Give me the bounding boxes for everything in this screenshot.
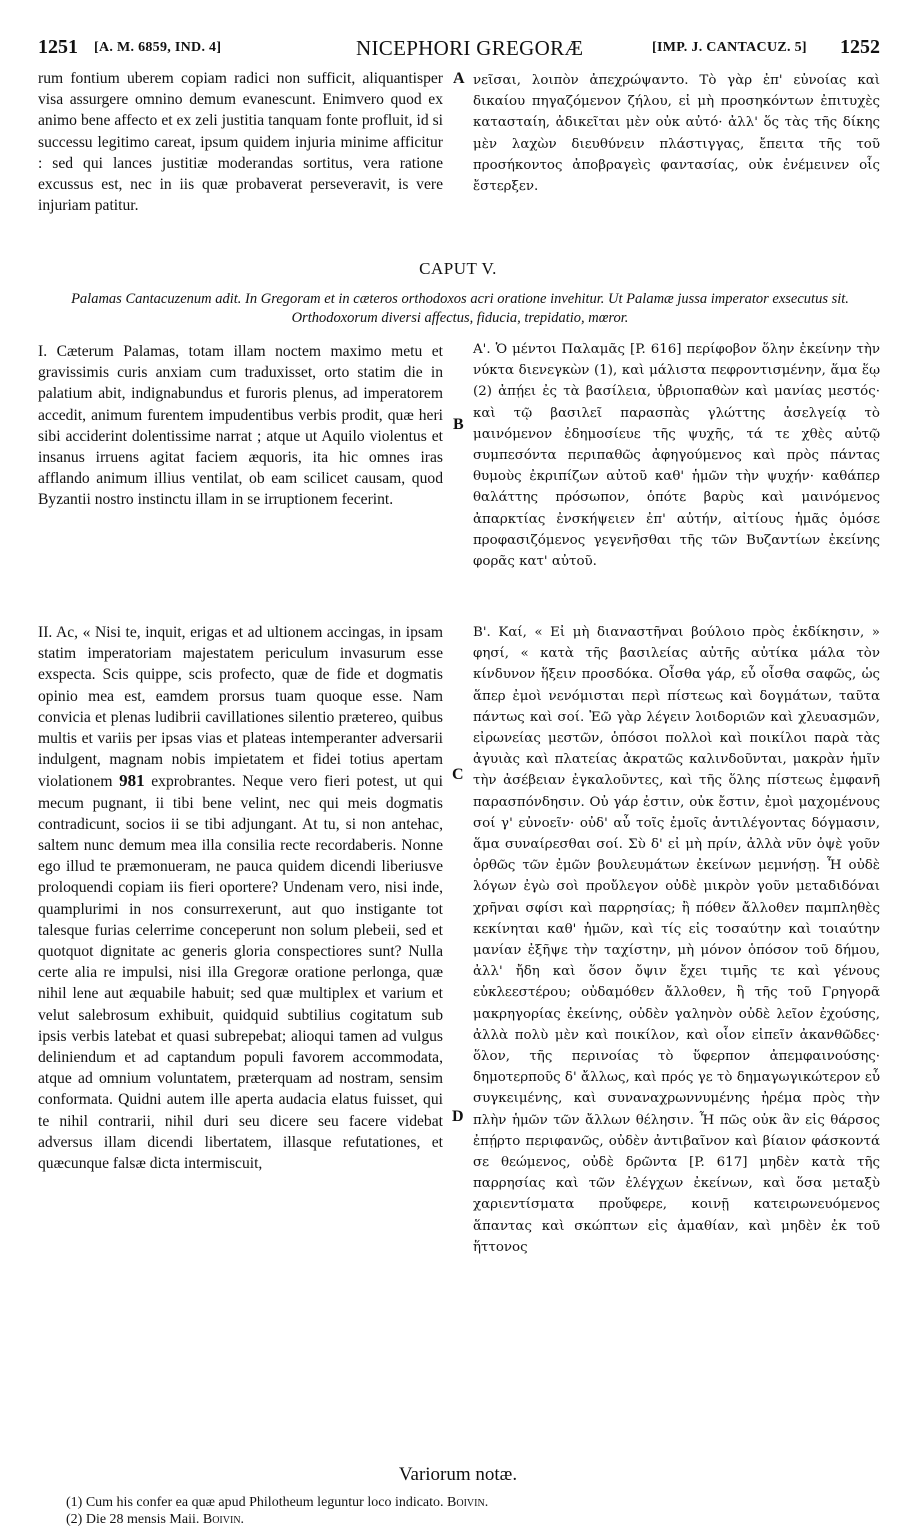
- footnote: [66, 1494, 866, 1511]
- margin-letter-d: D: [452, 1108, 464, 1125]
- running-title: NICEPHORI GREGORÆ: [356, 36, 584, 60]
- section-2-latin-part-1: II. Ac, « Nisi te, inquit, erigas et ad ultionem accingas, in ipsam statim imperatoriam majestatem periculum invasurum esse exspecta. Scis quippe, scis profecto, quæ de fide et dogmatis opinio mea est, eamdem prorsus tuam quoque esse. Nam convicia et plenas ludibrii cavillationes silentio prætereo, quibus multis et variis per ipsas vias et plateas intemperanter adversarii indulgent, magnam nobis impietatem et fidei totius apertam violationem: [38, 624, 443, 791]
- section-1-latin: I. Cæterum Palamas, totam illam noctem maximo metu et gravissimis curis anxiam cum traduxisset, orto statim die in palatium abit, indignabundus et furoris plenus, ad imperatorem accedit, animum furentem impudentibus verbis prodit, quæ heri sibi acciderint dolentissime narrat ; atque ut Aquilo violentus et insanus irruens agitat faciem æquoris, ita hic omnes iras afflando animum illius ventilat, ob eam scilicet causam, quod Byzantii nostro instinctu illam in se irruptionem fecerint.: [38, 343, 443, 509]
- top-greek-paragraph: νεῖσαι, λοιπὸν ἀπεχρώψαντο. Τὸ γὰρ ἐπ' εὐνοίας καὶ δικαίου πηγαζόμενον ζήλου, εἰ μὴ προσηκόντων ἐπιτυχὲς κατασταίη, ἀδικεῖται μὲν οὐκ αὐτό· ἀλλ' ὅς τὰς τῆς δίκης μὲν λαχὼν διευθύνειν πλάστιγγας, ἔπειτα τῆς τοῦ προσήκοντος ἀποβραγεὶς φαντασίας, οὐκ ἐνέμεινεν οἷς ἔστερξεν.: [473, 73, 880, 195]
- section-1-greek: Α'. Ὁ μέντοι Παλαμᾶς [P. 616] περίφοβον ὅλην ἐκείνην τὴν νύκτα διενεγκὼν (1), καὶ μάλιστα πεφροντισμένην, ἅμα ἕῳ (2) ἀπῄει ἐς τὰ βασίλεια, ὑβριοπαθὼν καὶ μανίας μεστός· καὶ τῷ βασιλεῖ παρασπὰς γλώττης ἀσελγείᾳ τὸ μαινόμενον ἐδημοσίευε τῆς ψυχῆς, τά τε χθὲς αὐτῷ συμπεσόντα περιπαθῶς ἀφηγούμενος καὶ πρὸς πάντας θυμοὺς ἐκριπίζων αὐτοῦ καθ' ἡμῶν τὴν ψυχήν· καθάπερ θαλάττης πρόσωπον, ὁπότε βαρὺς καὶ μαινόμενος ἀπαρκτίας ἐνσκήψειεν ἐπ' αὐτήν, αἰτίους ἡμᾶς ὁμόσε προφασιζόμενος γεγενῆσθαι τῆς τῶν Βυζαντίων ἐκείνης φορᾶς κατ' αὐτοῦ.: [473, 342, 880, 570]
- margin-letter-c: C: [452, 766, 464, 783]
- chapter-heading: CAPUT V.: [419, 259, 497, 278]
- left-page-number: 1251: [38, 36, 78, 58]
- footnote-text: Die 28 mensis Maii.: [85, 1512, 200, 1527]
- section-2-latin-part-2: exprobrantes. Neque vero fieri potest, ut qui mecum pugnant, ii tibi bene velint, nec qui meis dogmatis contradicunt, socios ii se tibi adjungant. At tu, si non antehac, saltem nunc demum mea illa consilia recte recordaberis. Nonne ego illud te præmonueram, ne pauca quidem dicendi liberiusve proloquendi copiam iis fieri oportere? Undenam vero, nisi inde, quamplurimi in nos consurrexerunt, aut quo instigante tot talesque furias celerrime conceperunt non solum plebeii, sed et quotquot dignitate ac generis gloria conspectiores sunt? Nulla certe alia re impulsi, nisi illa Gregoræ oratione perlonga, quæ nihil lene aut æquabile habuit; sed quæ multiplex et varium et velut salebrosum exhibuit, quidquid subtilius cogitatum sub ipsis verbis latebat et quasi subrepebat; alioqui tamen ad vulgus deliniendum et ad captandum populi favorem accommodata, atque ad omnium voluntatem, præterquam ad nostram, sensim conformata. Quidni autem ille aperta audacia elatus fuisset, qui te nihil contrarii, nihil duri seu dicere seu facere videbat adversus illam dicendi libertatem, illasque refutationes, et quæcunque falsæ dicta intermiscuit,: [38, 773, 443, 1173]
- right-header-info: [IMP. J. CANTACUZ. 5]: [652, 40, 807, 55]
- footnote-author: Boivin.: [447, 1495, 489, 1510]
- notes-heading: Variorum notæ.: [398, 1464, 518, 1485]
- right-page-number: 1252: [840, 36, 880, 58]
- footnote-author: Boivin.: [202, 1512, 245, 1527]
- top-latin-paragraph: rum fontium uberem copiam radici non sufficit, aliquantisper visa assurgere omnino demum evanescunt. Enimvero quod ex animo bene affecto et ex zeli justitia tanquam fonte profluit, id si successu legitimo careat, ipsum quidem injuria minime afficitur : sed qui lances justitiæ moderandas sortitus, vera ratione excussus est, nec in iis quæ probaverat perseveravit, is vere injuriam patitur.: [38, 70, 443, 215]
- margin-letter-a: A: [453, 70, 465, 87]
- footnote-text: Cum his confer ea quæ apud Philotheum leguntur loco indicato.: [85, 1495, 444, 1510]
- left-header-info: [A. M. 6859, IND. 4]: [94, 40, 222, 55]
- footnote-number: (1): [66, 1495, 83, 1510]
- running-header: [38, 36, 880, 62]
- footnote: [66, 1511, 866, 1528]
- chapter-summary: Palamas Cantacuzenum adit. In Gregoram et in cæteros orthodoxos acri oratione invehitur. Ut Palamæ jussa imperator exsecutus sit. Orthodoxorum diversi affectus, fiducia, trepidatio, mœror.: [71, 291, 849, 326]
- footnotes: [66, 1494, 866, 1528]
- section-2-latin: [38, 622, 443, 1174]
- footnote-number: (2): [66, 1512, 83, 1527]
- margin-letter-b: B: [453, 416, 464, 433]
- section-2-greek: Β'. Καί, « Εἰ μὴ διαναστῆναι βούλοιο πρὸς ἐκδίκησιν, » φησί, « κατὰ τῆς βασιλείας αὐτῆς αὐτίκα μάλα τὸν κίνδυνον ἥξειν προσδόκα. Οἶσθα γάρ, εὖ οἶσθα σαφῶς, ὡς ἅπερ ἐμοὶ νενόμισται περὶ πίστεως καὶ δογμάτων, ταῦτα πάντως καὶ σοί. Ἐῶ γὰρ λέγειν λοιδοριῶν καὶ χλευασμῶν, εἰρωνείας μεστῶν, ὁπόσοι πολλοὶ καὶ ποικίλοι παρὰ τὰς ἀγυιὰς καὶ πλατείας ἀκρατῶς καλινδοῦνται, μακρὰν ἡμῖν τὴν ἀσέβειαν ἐγκαλοῦντες, καὶ τῆς ὅλης πίστεως ἐμφανῆ παρασπόνδησιν. Οὐ γάρ ἐστιν, οὐκ ἔστιν, ἐμοὶ μαχομένους σοί γ' εὐνοεῖν· οὐδ' αὖ τοῖς ἐμοῖς ἀντιλέγοντας δόγμασιν, ἅμα συναίρεσθαι σοί. Σὺ δ' εἰ μὴ πρίν, ἀλλὰ νῦν ὀψὲ γοῦν ὀρθῶς τῶν ἐμῶν βουλευμάτων ἐκείνων μεμνήσῃ. Ἦ οὐδὲ λόγων ἐγὼ σοὶ προὔλεγον οὐδὲ μικρὸν γοῦν μεταδιδόναι χρῆναι σφίσι καὶ παρρησίας; ἢ πόθεν ἄλλοθεν παμπληθὲς κεκίνηται καθ' ἡμῶν, καὶ τίς εἰς τοσαύτην καὶ τοιαύτην μανίαν ἐξῆψε τὴν ταχίστην, μὴ μόνον ὁπόσον τοῦ δήμου, ἀλλ' ἤδη καὶ ὅσον ὄψιν ἔχει τιμῆς τε καὶ γένους εὐκλεεστέρου; οὐδαμόθεν ἄλλοθεν, ἢ τῆς τοῦ Γρηγορᾶ μακρηγορίας ἐκείνης, οὐδὲν γαληνὸν οὐδὲ λεῖον ἐχούσης, ἀλλὰ πολὺ μὲν καὶ ποικίλον, καὶ οἷον εἰπεῖν ἀκανθῶδες· ὅλον, τῆς περινοίας τὸ ὕφερπον ἀπεμφαινούσης· δημοτερποῦς δ' ἄλλως, καὶ πρός γε τὸ δημαγωγικώτερον εὖ συγκειμένης, καὶ συναναχρωννυμένης ἠρέμα πρὸς τὴν πλὴν ἡμῶν τῶν ἄλλων θέλησιν. Ἦ πῶς οὐκ ἂν εἰς θάρσος ἐπῄρτο περιφανῶς, οὐδὲν ἀντιβαῖνον καὶ βίαιον φάσκοντά σε θεώμενος, οὐδὲ δρῶντα [P. 617] μηδὲν κατὰ τῆς παρρησίας καὶ τῶν ἐλέγχων ἐκείνων, καὶ ὅσα μεταξὺ χαριεντίσματα προὔφερε, κοινῇ κατειρωνευόμενος ἅπαντας καὶ σκώπτων εἰς ἀμαθίαν, καὶ μηδὲν ἐκ τοῦ ἥττονος: [473, 625, 880, 1255]
- page-marker: 981: [119, 771, 145, 791]
